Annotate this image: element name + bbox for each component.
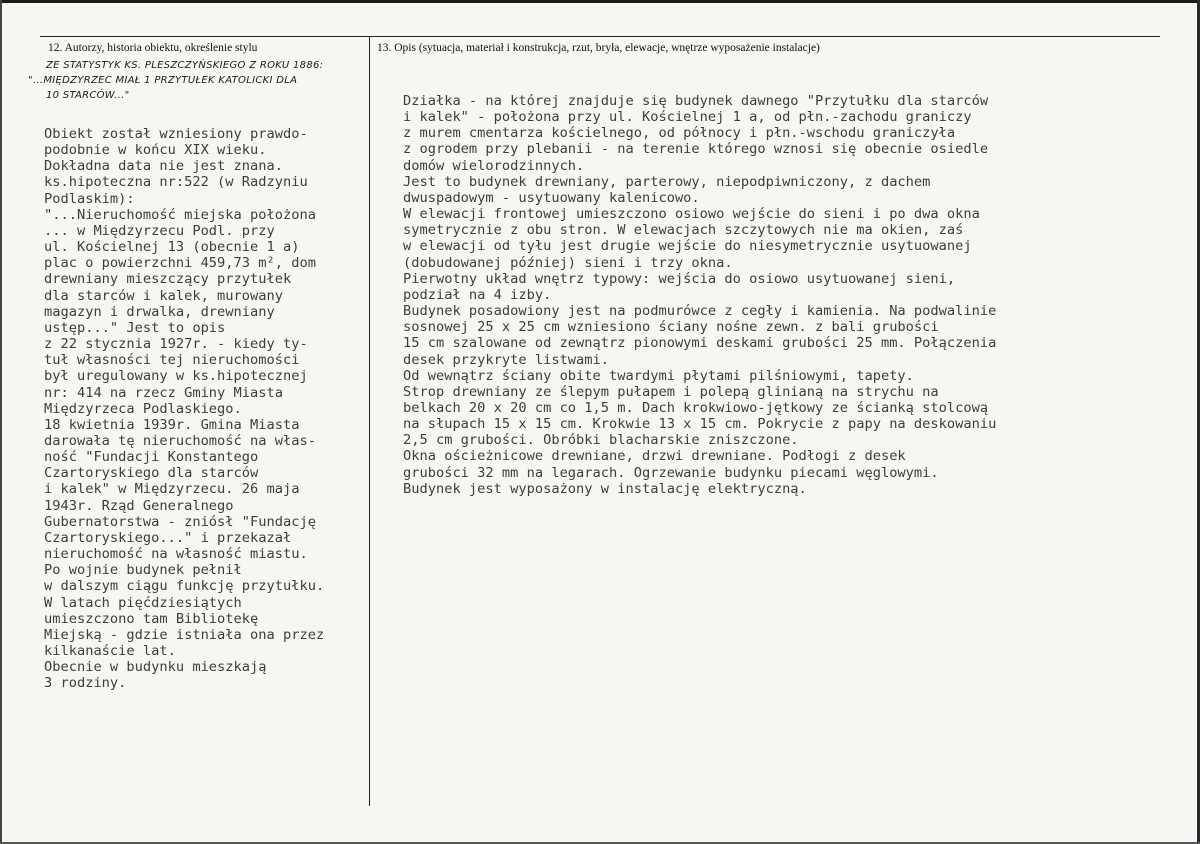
history-line: ul. Kościelnej 13 (obecnie 1 a) (44, 239, 300, 256)
history-line: 3 rodziny. (44, 675, 127, 692)
description-line: Pierwotny układ wnętrz typowy: wejścia do osiowo usytuowanej sieni, (403, 270, 956, 287)
history-line: podobnie w końcu XIX wieku. (44, 142, 267, 159)
description-line: sosnowej 25 x 25 cm wzniesiono ściany nośne zewn. z bali grubości (403, 319, 939, 336)
description-line: na słupach 15 x 15 cm. Krokwie 13 x 15 cm. Pokrycie z papy na deskowaniu (403, 416, 997, 433)
history-line: W latach pięćdziesiątych (44, 594, 242, 611)
history-line: Po wojnie budynek pełnił (44, 562, 242, 579)
history-line: magazyn i drwalka, drewniany (44, 303, 275, 320)
history-line: 1943r. Rząd Generalnego (44, 497, 234, 514)
history-line: ustęp..." Jest to opis (44, 319, 226, 336)
history-line: i kalek" w Międzyrzecu. 26 maja (44, 481, 300, 498)
history-line: umieszczono tam Bibliotekę (44, 610, 259, 627)
history-line: Czartoryskiego..." i przekazał (44, 529, 292, 546)
section-13-heading: 13. Opis (sytuacja, materiał i konstrukcja, rzut, bryła, elewacje, wnętrze wyposażenie instalacje) (377, 42, 820, 54)
description-line: (dobudowanej później) sieni i trzy okna. (403, 254, 733, 271)
description-line: Budynek posadowiony jest na podmurówce z cegły i kamienia. Na podwalinie (403, 303, 997, 320)
header-rule (40, 36, 1160, 37)
handwritten-note (28, 58, 376, 103)
description-line: Od wewnątrz ściany obite twardymi płytami pilśniowymi, tapety. (403, 367, 914, 384)
history-line: drewniany mieszczący przytułek (44, 271, 292, 288)
description-line: dwuspadowym - usytuowany kalenicowo. (403, 189, 700, 206)
description-line: domów wielorodzinnych. (403, 157, 585, 174)
description-text (403, 93, 1183, 497)
description-line: i kalek" - położona przy ul. Kościelnej 1 a, od płn.-zachodu graniczy (403, 109, 972, 126)
history-line: Dokładna data nie jest znana. (44, 158, 283, 175)
history-line: "...Nieruchomość miejska położona (44, 206, 316, 223)
history-line: nr: 414 na rzecz Gminy Miasta (44, 384, 283, 401)
history-line: dla starców i kalek, murowany (44, 287, 283, 304)
description-line: symetrycznie z obu stron. W elewacjach szczytowych nie ma okien, zaś (403, 222, 964, 239)
history-line: Gubernatorstwa - zniósł "Fundację (44, 513, 316, 530)
description-line: w elewacji od tyłu jest drugie wejście do niesymetrycznie usytuowanej (403, 238, 972, 255)
page-edge-top (0, 0, 1200, 3)
history-line: Czartoryskiego dla starców (44, 465, 259, 482)
description-line: Budynek jest wyposażony w instalację elektryczną. (403, 480, 807, 497)
description-line: 2,5 cm grubości. Obróbki blacharskie zniszczone. (403, 432, 799, 449)
history-line: plac o powierzchni 459,73 m², dom (44, 255, 316, 272)
history-line: ność "Fundacji Konstantego (44, 449, 259, 466)
history-line: był uregulowany w ks.hipotecznej (44, 368, 308, 385)
history-line: Obiekt został wzniesiony prawdo- (44, 126, 308, 142)
description-line: W elewacji frontowej umieszczono osiowo wejście do sieni i po dwa okna (403, 206, 980, 223)
history-line: kilkanaście lat. (44, 643, 176, 659)
description-line: Działka - na której znajduje się budynek dawnego "Przytułku dla starców (403, 93, 989, 109)
handwritten-line: 10 STARCÓW..." (46, 90, 130, 101)
history-line: darowała tę nieruchomość na włas- (44, 432, 316, 449)
description-line: Strop drewniany ze ślepym pułapem i polepą glinianą na strychu na (403, 383, 939, 400)
history-line: z 22 stycznia 1927r. - kiedy ty- (44, 336, 308, 353)
handwritten-line: "...MIĘDZYRZEC MIAŁ 1 PRZYTUŁEK KATOLICKI DLA (28, 75, 298, 86)
history-text (44, 126, 404, 691)
history-line: w dalszym ciągu funkcję przytułku. (44, 578, 325, 595)
description-line: grubości 32 mm na legarach. Ogrzewanie budynku piecami węglowymi. (403, 464, 939, 481)
description-line: Jest to budynek drewniany, parterowy, niepodpiwniczony, z dachem (403, 173, 931, 190)
history-line: Podlaskim): (44, 190, 135, 207)
section-12-heading: 12. Autorzy, historia obiektu, określenie stylu (48, 42, 258, 54)
description-line: Okna ościeżnicowe drewniane, drzwi drewniane. Podłogi z desek (403, 448, 906, 465)
history-line: nieruchomość na własność miastu. (44, 546, 308, 563)
description-line: desek przykryte listwami. (403, 351, 610, 368)
history-line: tuł własności tej nieruchomości (44, 352, 300, 369)
history-line: Obecnie w budynku mieszkają (44, 659, 267, 676)
history-line: ks.hipoteczna nr:522 (w Radzyniu (44, 174, 308, 191)
description-line: z murem cmentarza kościelnego, od północy i płn.-wschodu graniczyła (403, 125, 956, 142)
history-line: Miejską - gdzie istniała ona przez (44, 626, 325, 643)
description-line: z ogrodem przy plebanii - na terenie którego wznosi się obecnie osiedle (403, 141, 989, 158)
description-line: 15 cm szalowane od zewnątrz pionowymi deskami grubości 25 mm. Połączenia (403, 335, 997, 352)
history-line: ... w Międzyrzecu Podl. przy (44, 222, 275, 239)
description-line: belkach 20 x 20 cm co 1,5 m. Dach krokwiowo-jętkowy ze ścianką stolcową (403, 399, 989, 416)
history-line: 18 kwietnia 1939r. Gmina Miasta (44, 416, 300, 433)
history-line: Międzyrzeca Podlaskiego. (44, 400, 242, 417)
handwritten-line: ZE STATYSTYK KS. PLESZCZYŃSKIEGO Z ROKU 1886: (46, 60, 324, 71)
description-line: podział na 4 izby. (403, 286, 552, 303)
page-edge-left (0, 0, 2, 844)
